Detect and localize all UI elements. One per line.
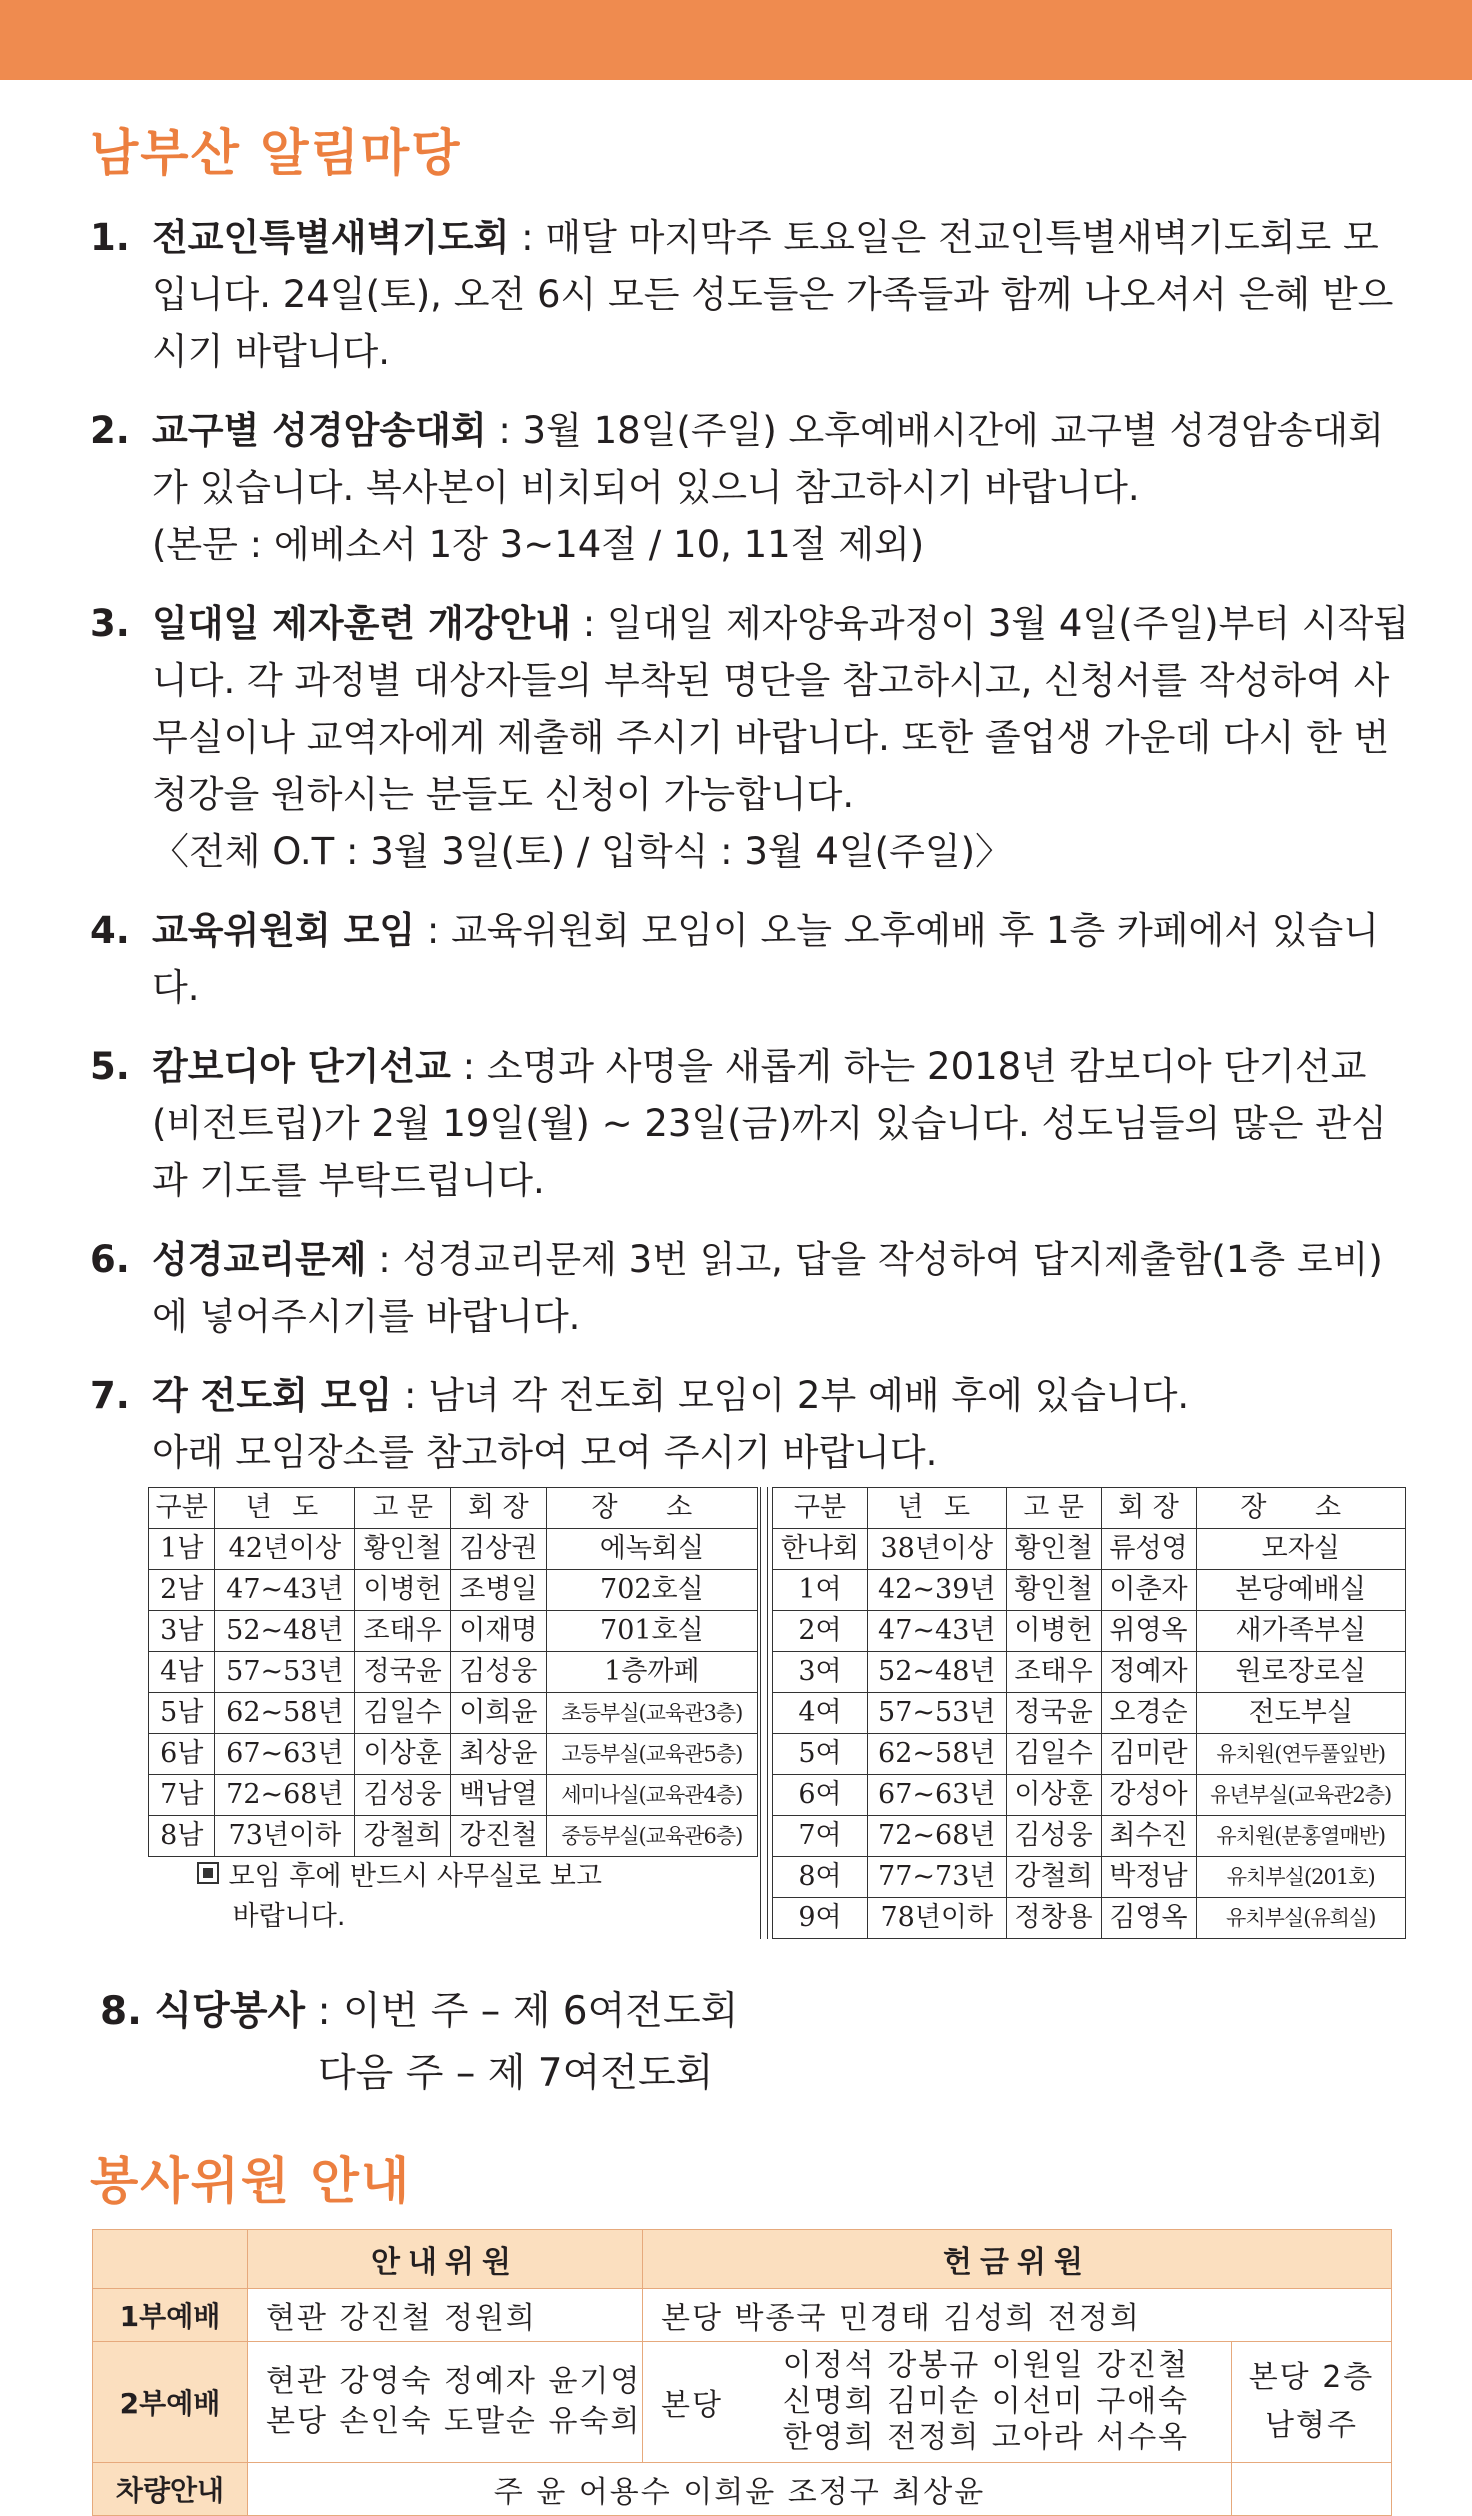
table-row	[149, 1611, 758, 1652]
cell-place: 에녹회실	[546, 1529, 757, 1570]
notice-item	[70, 1367, 1410, 1481]
notice-body: : 일대일 제자양육과정이 3월 4일(주일)부터 시작됩니다. 각 과정별 대상자들의 부착된 명단을 참고하시고, 신청서를 작성하여 사무실이나 교역자에게 제출해 주시기 바랍니다. 또한 졸업생 가운데 다시 한 번 청강을 원하시는 분들도 신청이 가능합니다.	[152, 602, 1410, 816]
offering-line: 신명희 김미순 이선미 구애숙	[782, 2384, 1190, 2419]
offering-group	[661, 2348, 1231, 2456]
col-header-advisor: 고 문	[355, 1488, 451, 1529]
cell-president: 김성웅	[450, 1652, 546, 1693]
col-header-place: 장 소	[546, 1488, 757, 1529]
notice-item	[70, 595, 1410, 880]
table-row	[149, 1529, 758, 1570]
notice-number: 2.	[90, 409, 130, 452]
vehicle-cell: 주 윤 어용수 이희윤 조정구 최상윤	[248, 2463, 1232, 2516]
offering-names	[741, 2348, 1231, 2456]
cell-place: 유년부실(교육관2층)	[1196, 1775, 1406, 1816]
cell-place: 전도부실	[1196, 1693, 1406, 1734]
cell-division: 3남	[149, 1611, 215, 1652]
cell-year: 42년이상	[215, 1529, 355, 1570]
table-row	[93, 2463, 1392, 2516]
cell-year: 47~43년	[215, 1570, 355, 1611]
offering-cell	[643, 2342, 1232, 2463]
notice-heading: 성경교리문제	[152, 1238, 367, 1281]
row-label-service2: 2부예배	[93, 2342, 248, 2463]
notice-body: : 소명과 사명을 새롭게 하는 2018년 캄보디아 단기선교(비전트립)가 2월 19일(월) ~ 23일(금)까지 있습니다. 성도님들의 많은 관심과 기도를 부탁드립니다.	[152, 1045, 1387, 1202]
checkbox-square-icon	[197, 1862, 219, 1884]
table-row	[149, 1816, 758, 1857]
notice-number: 8.	[100, 1989, 142, 2034]
meal-this-week: : 이번 주 – 제 6여전도회	[305, 1989, 739, 2034]
table-row	[773, 1570, 1406, 1611]
meal-service	[100, 1981, 1410, 2105]
cell-place: 1층까페	[546, 1652, 757, 1693]
table-row	[149, 1693, 758, 1734]
notice-heading: 전교인특별새벽기도회	[152, 216, 510, 259]
notice-number: 5.	[90, 1045, 130, 1088]
note-row	[149, 1857, 758, 1938]
cell-year: 62~58년	[215, 1693, 355, 1734]
cell-year: 73년이하	[215, 1816, 355, 1857]
cell-division: 1남	[149, 1529, 215, 1570]
table-row	[773, 1775, 1406, 1816]
notice-subtext: (본문 : 에베소서 1장 3~14절 / 10, 11절 제외)	[152, 523, 925, 566]
cell-advisor: 이병헌	[355, 1570, 451, 1611]
cell-place: 원로장로실	[1196, 1652, 1406, 1693]
notice-item	[70, 1231, 1410, 1345]
cell-president: 강진철	[450, 1816, 546, 1857]
volunteer-title: 봉사위원 안내	[90, 2152, 412, 2210]
note-line: 바랍니다.	[232, 1901, 346, 1932]
row-label-vehicle: 차량안내	[93, 2463, 248, 2516]
cell-president: 김상권	[450, 1529, 546, 1570]
volunteer-table	[92, 2229, 1392, 2516]
top-accent-bar	[0, 0, 1472, 80]
cell-president: 박정남	[1101, 1857, 1196, 1898]
cell-place: 본당예배실	[1196, 1570, 1406, 1611]
cell-place: 유치원(연두풀잎반)	[1196, 1734, 1406, 1775]
table-row	[149, 1734, 758, 1775]
notice-body: : 교육위원회 모임이 오늘 오후예배 후 1층 카페에서 있습니다.	[152, 909, 1380, 1009]
cell-division: 4여	[773, 1693, 868, 1734]
cell-president: 위영옥	[1101, 1611, 1196, 1652]
cell-advisor: 황인철	[1006, 1529, 1101, 1570]
cell-advisor: 정국윤	[355, 1652, 451, 1693]
table-row	[773, 1529, 1406, 1570]
notice-item	[70, 1038, 1410, 1209]
notice-number: 3.	[90, 602, 130, 645]
table-row	[773, 1898, 1406, 1939]
cell-president: 강성아	[1101, 1775, 1196, 1816]
notice-item	[70, 902, 1410, 1016]
cell-president: 이재명	[450, 1611, 546, 1652]
cell-advisor: 이병헌	[1006, 1611, 1101, 1652]
cell-division: 2여	[773, 1611, 868, 1652]
cell-year: 67~63년	[867, 1775, 1006, 1816]
col-header-year: 년 도	[867, 1488, 1006, 1529]
cell-year: 72~68년	[867, 1816, 1006, 1857]
cell-year: 77~73년	[867, 1857, 1006, 1898]
cell-year: 72~68년	[215, 1775, 355, 1816]
table-header-row	[149, 1488, 758, 1529]
table-row	[773, 1816, 1406, 1857]
table-header-row	[773, 1488, 1406, 1529]
offering-extra-location: 본당 2층	[1248, 2360, 1375, 2395]
col-header-place: 장 소	[1196, 1488, 1406, 1529]
cell-advisor: 정국윤	[1006, 1693, 1101, 1734]
table-row	[149, 1775, 758, 1816]
table-row	[149, 1652, 758, 1693]
cell-advisor: 황인철	[355, 1529, 451, 1570]
cell-place: 유치부실(201호)	[1196, 1857, 1406, 1898]
meal-next-week: 다음 주 – 제 7여전도회	[318, 2051, 714, 2096]
cell-year: 57~53년	[215, 1652, 355, 1693]
cell-advisor: 이상훈	[1006, 1775, 1101, 1816]
offering-cell: 본당 박종국 민경태 김성희 전정희	[643, 2289, 1392, 2342]
men-group-table	[148, 1487, 758, 1937]
mission-group-tables	[148, 1487, 1406, 1939]
notice-subtext: 아래 모임장소를 참고하여 모여 주시기 바랍니다.	[152, 1431, 938, 1474]
notice-body: : 성경교리문제 3번 읽고, 답을 작성하여 답지제출함(1층 로비)에 넣어주시기를 바랍니다.	[152, 1238, 1383, 1338]
notice-item	[70, 209, 1410, 380]
cell-division: 8여	[773, 1857, 868, 1898]
cell-advisor: 김일수	[1006, 1734, 1101, 1775]
col-header-guide: 안내위원	[248, 2230, 643, 2289]
offering-extra-cell	[1232, 2342, 1392, 2463]
notice-heading: 교구별 성경암송대회	[152, 409, 487, 452]
cell-advisor: 조태우	[1006, 1652, 1101, 1693]
cell-president: 이춘자	[1101, 1570, 1196, 1611]
cell-place: 유치부실(유희실)	[1196, 1898, 1406, 1939]
table-row	[773, 1734, 1406, 1775]
cell-president: 백남열	[450, 1775, 546, 1816]
cell-president: 오경순	[1101, 1693, 1196, 1734]
offering-line: 이정석 강봉규 이원일 강진철	[782, 2348, 1190, 2383]
cell-year: 47~43년	[867, 1611, 1006, 1652]
cell-division: 한나회	[773, 1529, 868, 1570]
notice-number: 1.	[90, 216, 130, 259]
cell-place: 중등부실(교육관6층)	[546, 1816, 757, 1857]
meal-heading: 식당봉사	[154, 1989, 306, 2034]
cell-place: 유치원(분홍열매반)	[1196, 1816, 1406, 1857]
notices-title: 남부산 알림마당	[90, 124, 462, 182]
notice-body: : 3월 18일(주일) 오후예배시간에 교구별 성경암송대회가 있습니다. 복사본이 비치되어 있으니 참고하시기 바랍니다.	[152, 409, 1384, 509]
cell-place: 701호실	[546, 1611, 757, 1652]
cell-division: 5남	[149, 1693, 215, 1734]
notice-heading: 교육위원회 모임	[152, 909, 416, 952]
table-row	[773, 1857, 1406, 1898]
notice-list	[70, 209, 1410, 1481]
table-row	[773, 1652, 1406, 1693]
cell-advisor: 조태우	[355, 1611, 451, 1652]
table-row	[773, 1611, 1406, 1652]
cell-division: 6여	[773, 1775, 868, 1816]
cell-president: 조병일	[450, 1570, 546, 1611]
cell-place: 새가족부실	[1196, 1611, 1406, 1652]
col-header-division: 구분	[773, 1488, 868, 1529]
notice-heading: 각 전도회 모임	[152, 1374, 393, 1417]
bulletin-page	[70, 95, 1410, 2516]
cell-president: 김영옥	[1101, 1898, 1196, 1939]
cell-place: 702호실	[546, 1570, 757, 1611]
col-header-advisor: 고 문	[1006, 1488, 1101, 1529]
cell-division: 7여	[773, 1816, 868, 1857]
col-header-president: 회 장	[450, 1488, 546, 1529]
table-divider	[760, 1487, 768, 1939]
cell-advisor: 김성웅	[1006, 1816, 1101, 1857]
cell-president: 이희윤	[450, 1693, 546, 1734]
cell-division: 6남	[149, 1734, 215, 1775]
note-line: 모임 후에 반드시 사무실로 보고	[228, 1861, 602, 1892]
guide-line: 본당 손인숙 도말순 유숙희	[266, 2404, 642, 2439]
cell-division: 2남	[149, 1570, 215, 1611]
cell-advisor: 황인철	[1006, 1570, 1101, 1611]
row-label-service1: 1부예배	[93, 2289, 248, 2342]
table-row	[93, 2342, 1392, 2463]
cell-division: 3여	[773, 1652, 868, 1693]
cell-year: 62~58년	[867, 1734, 1006, 1775]
guide-line: 현관 강영숙 정예자 윤기영	[266, 2364, 642, 2399]
cell-division: 9여	[773, 1898, 868, 1939]
cell-advisor: 김일수	[355, 1693, 451, 1734]
offering-line: 한영희 전정희 고아라 서수옥	[782, 2420, 1190, 2455]
cell-year: 42~39년	[867, 1570, 1006, 1611]
cell-president: 김미란	[1101, 1734, 1196, 1775]
notice-heading: 캄보디아 단기선교	[152, 1045, 451, 1088]
cell-president: 최수진	[1101, 1816, 1196, 1857]
cell-president: 정예자	[1101, 1652, 1196, 1693]
notice-number: 7.	[90, 1374, 130, 1417]
notice-body: : 남녀 각 전도회 모임이 2부 예배 후에 있습니다.	[392, 1374, 1190, 1417]
cell-division: 5여	[773, 1734, 868, 1775]
cell-year: 38년이상	[867, 1529, 1006, 1570]
women-group-table	[772, 1487, 1406, 1939]
cell-place: 세미나실(교육관4층)	[546, 1775, 757, 1816]
cell-year: 57~53년	[867, 1693, 1006, 1734]
cell-advisor: 강철희	[1006, 1857, 1101, 1898]
cell-advisor: 정창용	[1006, 1898, 1101, 1939]
notice-subtext: 〈전체 O.T : 3월 3일(토) / 입학식 : 3월 4일(주일)〉	[152, 830, 1013, 873]
notice-item	[70, 402, 1410, 573]
table-row	[149, 1570, 758, 1611]
col-header-president: 회 장	[1101, 1488, 1196, 1529]
cell-division: 1여	[773, 1570, 868, 1611]
notice-heading: 일대일 제자훈련 개강안내	[152, 602, 571, 645]
cell-place: 모자실	[1196, 1529, 1406, 1570]
col-header-offering: 헌금위원	[643, 2230, 1392, 2289]
offering-location: 본당	[661, 2388, 723, 2423]
cell-place: 고등부실(교육관5층)	[546, 1734, 757, 1775]
col-header-year: 년 도	[215, 1488, 355, 1529]
notice-number: 4.	[90, 909, 130, 952]
corner-cell	[93, 2230, 248, 2289]
guide-cell: 현관 강진철 정원희	[248, 2289, 643, 2342]
cell-advisor: 강철희	[355, 1816, 451, 1857]
cell-division: 8남	[149, 1816, 215, 1857]
cell-year: 78년이하	[867, 1898, 1006, 1939]
offering-extra-name: 남형주	[1265, 2408, 1358, 2443]
cell-year: 52~48년	[215, 1611, 355, 1652]
cell-place: 초등부실(교육관3층)	[546, 1693, 757, 1734]
table-header-row	[93, 2230, 1392, 2289]
table-row	[93, 2289, 1392, 2342]
cell-president: 류성영	[1101, 1529, 1196, 1570]
cell-division: 4남	[149, 1652, 215, 1693]
report-note	[149, 1857, 758, 1938]
empty-cell	[1232, 2463, 1392, 2516]
notice-body: : 매달 마지막주 토요일은 전교인특별새벽기도회로 모입니다. 24일(토), 오전 6시 모든 성도들은 가족들과 함께 나오셔서 은혜 받으시기 바랍니다.	[152, 216, 1394, 373]
guide-cell	[248, 2342, 643, 2463]
table-row	[773, 1693, 1406, 1734]
cell-year: 67~63년	[215, 1734, 355, 1775]
cell-division: 7남	[149, 1775, 215, 1816]
cell-president: 최상윤	[450, 1734, 546, 1775]
col-header-division: 구분	[149, 1488, 215, 1529]
cell-year: 52~48년	[867, 1652, 1006, 1693]
cell-advisor: 김성웅	[355, 1775, 451, 1816]
cell-advisor: 이상훈	[355, 1734, 451, 1775]
notice-number: 6.	[90, 1238, 130, 1281]
